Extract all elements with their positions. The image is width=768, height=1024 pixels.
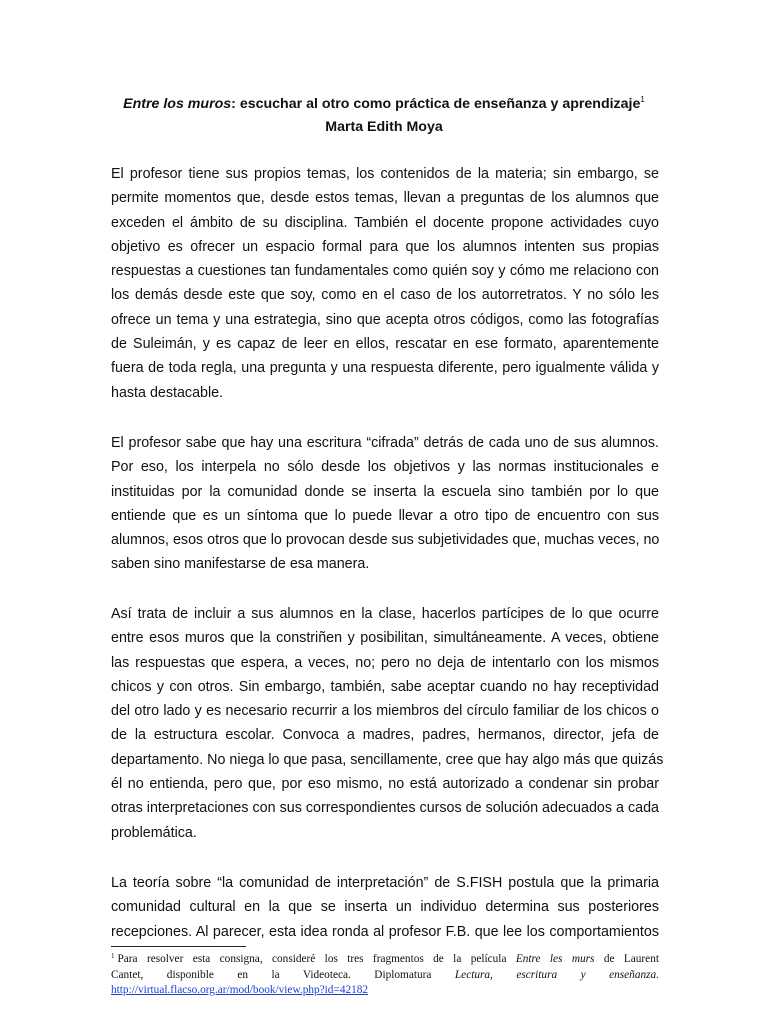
footnote-text: Para resolver esta consigna, consideré los tres fragmentos de la película [117, 953, 516, 965]
paragraph-4 [111, 871, 659, 944]
paragraph-line: alumnos, esos otros que lo provocan desde sus subjetividades que, muchas veces, no [111, 532, 660, 549]
document-title [0, 90, 768, 114]
paragraph-1 [111, 162, 659, 405]
title-footnote-ref: 1 [640, 95, 645, 104]
paragraph-line: problemática. [111, 824, 197, 841]
footnote-link[interactable]: http://virtual.flacso.org.ar/mod/book/view.php?id=42182 [111, 984, 369, 996]
paragraph-line: ofrece un tema y una estrategia, sino que acepta otros códigos, como las fotografías [111, 311, 659, 328]
paragraph-line: respuestas a cuestiones tan fundamentales como quién soy y cómo me relaciono con [111, 263, 659, 280]
footnote-divider [111, 946, 246, 947]
paragraph-line: objetivo es ofrecer un espacio formal para que los alumnos intenten sus propias [111, 238, 659, 255]
paragraph-line: permite momentos que, desde estos temas, llevan a preguntas de los alumnos que [111, 190, 659, 207]
footnote-course-title: Lectura, escritura y enseñanza. [454, 968, 659, 981]
title-text: : escuchar al otro como práctica de enseñanza y aprendizaje [231, 96, 641, 112]
paragraph-line: las respuestas que espera, a veces, no; pero no deja de intentarlo con los mismos [111, 654, 659, 671]
footnote-line [111, 983, 659, 999]
paragraph-line: hasta destacable. [111, 384, 224, 401]
paragraph-line: El profesor tiene sus propios temas, los contenidos de la materia; sin embargo, se [111, 166, 659, 182]
paragraph-line: entre esos muros que la constriñen y posibilitan, simultáneamente. A veces, obtiene [111, 630, 659, 647]
paragraph-line: Por eso, los interpela no sólo desde los objetivos y las normas institucionales e [111, 459, 659, 476]
paragraph-line: exceden el ámbito de su disciplina. También el docente propone actividades cuyo [111, 214, 659, 231]
paragraph-line: chicos y con otros. Sin embargo, también, sabe aceptar cuando no hay receptividad [111, 678, 659, 695]
paragraph-line: instituidas por la comunidad donde se inserta la escuela sino también por lo que [111, 483, 659, 500]
paragraph-line: comunidad cultural en la que se inserta un individuo determina sus posteriores [111, 899, 659, 916]
paragraph-line: de la estructura escolar. Convoca a madres, padres, hermanos, director, jefa de [111, 727, 659, 744]
paragraph-3 [111, 602, 664, 845]
author-name: Marta Edith Moya [325, 119, 443, 135]
footnote-text: Cantet, disponible en la Videoteca. Diplomatura [111, 968, 455, 981]
paragraph-line: de Suleimán, y es capaz de leer en ellos, rescatar en ese formato, aparentemente [111, 336, 659, 353]
title-film-name: Entre los muros [123, 96, 232, 112]
paragraph-line: él no entienda, pero que, por eso mismo, no está autorizado a condenar sin probar [111, 776, 659, 793]
paragraph-line: Así trata de incluir a sus alumnos en la clase, hacerlos partícipes de lo que ocurre [111, 606, 659, 622]
paragraph-line: entiende que es un síntoma que lo puede llevar a otro tipo de encuentro con sus [111, 507, 659, 524]
paragraph-line: La teoría sobre “la comunidad de interpretación” de S.FISH postula que la primaria [111, 875, 659, 891]
footnote-text: de Laurent [594, 953, 659, 965]
paragraph-line: los demás desde este que soy, como en el caso de los autorretratos. Y no sólo les [111, 287, 659, 304]
paragraph-line: fuera de toda regla, una pregunta y una respuesta diferente, pero igualmente válida y [111, 360, 659, 377]
paragraph-2 [111, 431, 659, 577]
paragraph-line: otras interpretaciones con sus correspondientes cursos de solución adecuados a cada [111, 800, 659, 817]
paragraph-line: del otro lado y es necesario recurrir a los miembros del círculo familiar de los chicos o [111, 703, 659, 720]
footnote-line [111, 968, 659, 984]
footnote [111, 949, 659, 999]
paragraph-line: saben sino manifestarse de esa manera. [111, 556, 370, 573]
paragraph-line: El profesor sabe que hay una escritura “cifrada” detrás de cada uno de sus alumnos. [111, 435, 659, 451]
footnote-film-title: Entre les murs [515, 953, 595, 965]
paragraph-line: departamento. No niega lo que pasa, sencillamente, cree que hay algo más que quizás [111, 751, 664, 768]
footnote-number: 1 [111, 952, 115, 960]
footnote-line [111, 949, 659, 968]
paragraph-line: recepciones. Al parecer, esta idea ronda al profesor F.B. que lee los comportamientos [111, 923, 659, 940]
